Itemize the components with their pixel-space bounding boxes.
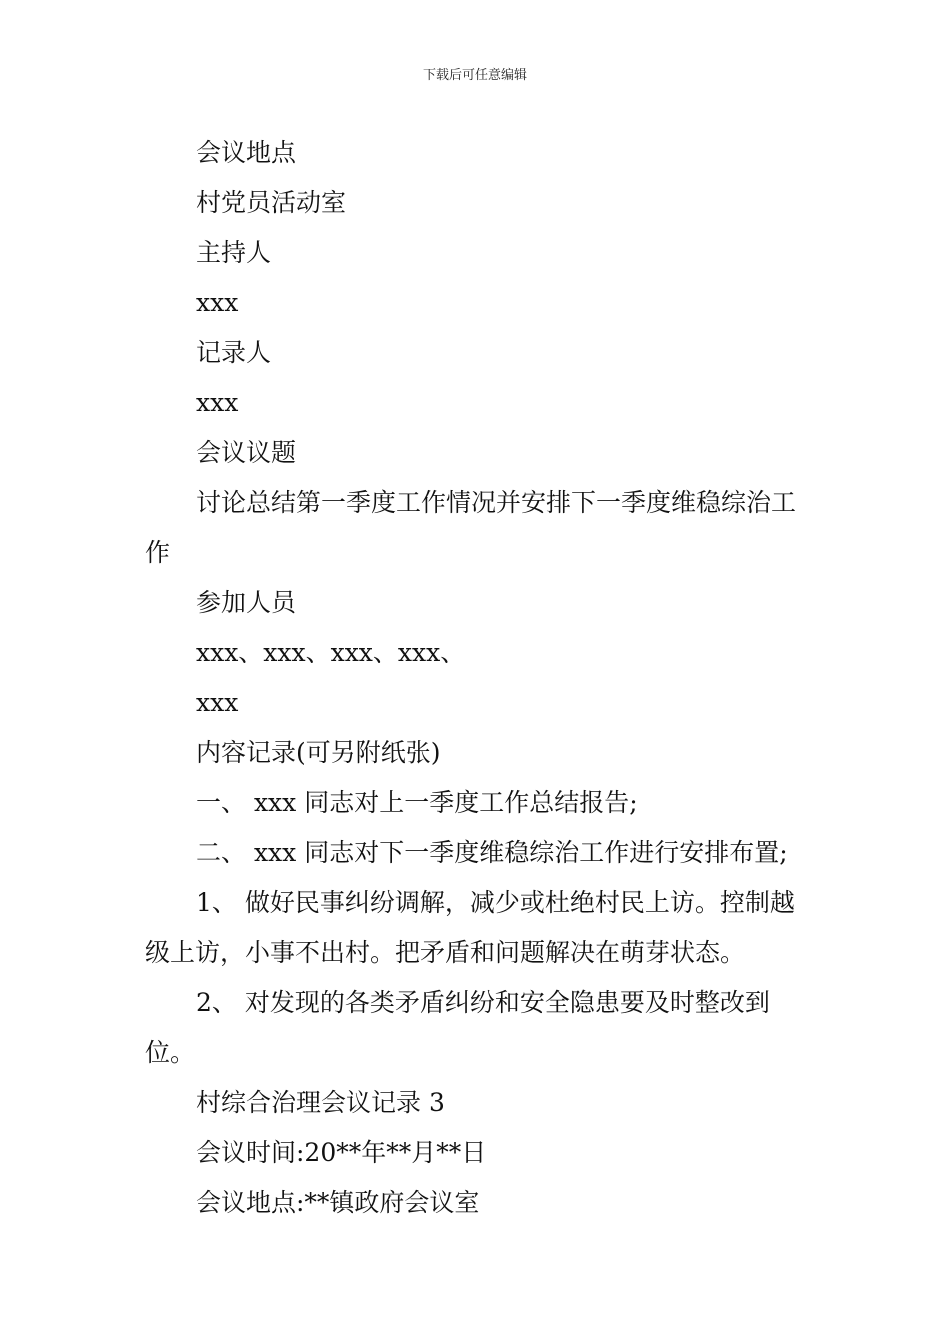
meeting-time: 会议时间:20**年**月**日 xyxy=(196,1138,487,1167)
section-title: 村综合治理会议记录 3 xyxy=(196,1088,445,1117)
meeting-location: 会议地点:**镇政府会议室 xyxy=(196,1188,480,1217)
label-host: 主持人 xyxy=(196,238,272,267)
label-recorder: 记录人 xyxy=(196,338,272,367)
record-item-2: 二、 xxx 同志对下一季度维稳综治工作进行安排布置; xyxy=(196,838,788,867)
page-header: 下载后可任意编辑 xyxy=(422,68,527,83)
value-attendees: xxx、xxx、xxx、xxx、 xyxy=(196,638,466,667)
record-subitem-2: 2、 对发现的各类矛盾纠纷和安全隐患要及时整改到位。 xyxy=(145,988,770,1067)
label-meeting-location: 会议地点 xyxy=(196,138,297,167)
value-meeting-location: 村党员活动室 xyxy=(196,188,347,217)
record-subitem-1: 1、 做好民事纠纷调解，减少或杜绝村民上访。控制越级上访，小事不出村。把矛盾和问题解决在萌芽状态。 xyxy=(145,888,795,967)
value-meeting-topic: 讨论总结第一季度工作情况并安排下一季度维稳综治工作 xyxy=(145,488,797,567)
value-recorder: xxx xyxy=(196,388,239,417)
label-attendees: 参加人员 xyxy=(196,588,297,617)
label-content-record: 内容记录(可另附纸张) xyxy=(196,738,441,767)
value-host: xxx xyxy=(196,288,239,317)
record-item-1: 一、 xxx 同志对上一季度工作总结报告; xyxy=(196,788,638,817)
document-body xyxy=(145,128,815,1228)
value-attendees-cont: xxx xyxy=(196,688,239,717)
label-meeting-topic: 会议议题 xyxy=(196,438,297,467)
